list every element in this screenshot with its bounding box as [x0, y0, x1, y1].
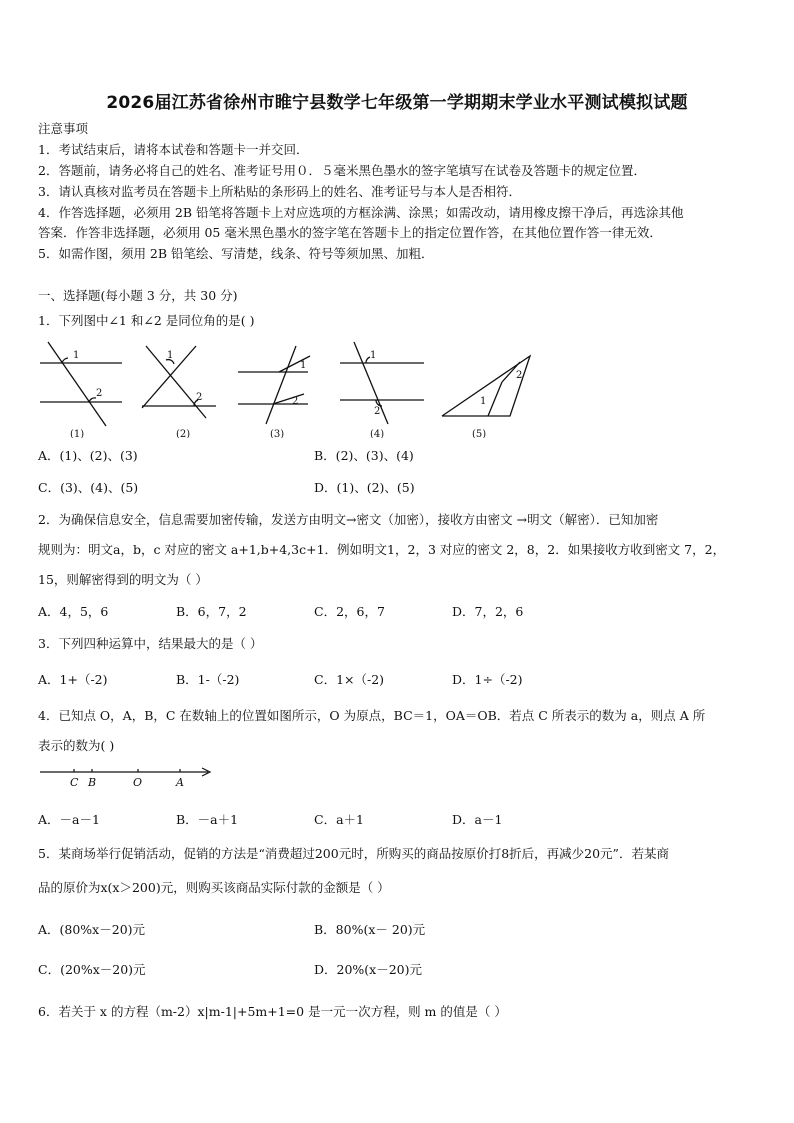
- notes-item: 1．考试结束后，请将本试卷和答题卡一并交回．: [38, 142, 309, 157]
- q1-stem: 1．下列图中∠1 和∠2 是同位角的是( ): [38, 313, 255, 328]
- angle-2-label: 2: [516, 370, 523, 381]
- point-a-label: A: [176, 776, 184, 789]
- q3-stem: 3．下列四种运算中，结果最大的是（ ）: [38, 636, 263, 651]
- fig-label: (5): [472, 429, 487, 438]
- angle-1-label: 1: [370, 350, 377, 361]
- q5-option-b: B．80%(x－ 20)元: [314, 922, 426, 937]
- q5-option-a: A．(80%x－20)元: [38, 922, 146, 937]
- q1-figures: [36, 338, 556, 438]
- q2-option-c: C．2，6，7: [314, 604, 385, 619]
- q2-option-a: A．4，5，6: [38, 604, 109, 619]
- angle-2-label: 2: [292, 396, 299, 407]
- page-title: 2026届江苏省徐州市睢宁县数学七年级第一学期期末学业水平测试模拟试题: [106, 93, 688, 113]
- q1-option-a: A．(1)、(2)、(3): [38, 448, 138, 463]
- q4-option-d: D．a－1: [452, 812, 503, 827]
- q2-line: 2．为确保信息安全，信息需要加密传输，发送方由明文→密文（加密），接收方由密文 →明文（解密）．已知加密: [38, 512, 659, 527]
- q2-option-d: D．7，2，6: [452, 604, 524, 619]
- angle-1-label: 1: [167, 350, 174, 361]
- angle-2-label: 2: [96, 388, 103, 399]
- q2-option-b: B．6，7，2: [176, 604, 247, 619]
- fig-label: (3): [270, 429, 285, 438]
- point-o-label: O: [133, 776, 143, 789]
- q3-option-c: C．1×（-2): [314, 672, 385, 687]
- q4-option-c: C．a＋1: [314, 812, 364, 827]
- q4-line: 4．已知点 O，A，B，C 在数轴上的位置如图所示，O 为原点，BC＝1，OA＝OB．若点 C 所表示的数为 a，则点 A 所: [38, 708, 706, 723]
- notes-item: 3．请认真核对监考员在答题卡上所粘贴的条形码上的姓名、准考证号与本人是否相符．: [38, 184, 521, 199]
- q3-option-b: B．1-（-2): [176, 672, 240, 687]
- q3-option-d: D．1÷（-2): [452, 672, 523, 687]
- q5-line: 5．某商场举行促销活动，促销的方法是“消费超过200元时，所购买的商品按原价打8折后，再减少20元”．若某商: [38, 846, 669, 861]
- point-b-label: B: [88, 776, 97, 789]
- notes-item: 答案．作答非选择题，必须用 05 毫米黑色墨水的签字笔在答题卡上的指定位置作答，在其他位置作答一律无效．: [38, 225, 662, 240]
- q3-option-a: A．1+（-2): [38, 672, 108, 687]
- q4-option-b: B．－a＋1: [176, 812, 239, 827]
- q1-option-d: D．(1)、(2)、(5): [314, 480, 415, 495]
- q5-line: 品的原价为x(x＞200)元，则购买该商品实际付款的金额是（ ）: [38, 880, 390, 895]
- q2-line: 15，则解密得到的明文为（ ）: [38, 572, 208, 587]
- angle-2-label: 2: [196, 392, 203, 403]
- notes-heading: 注意事项: [38, 121, 89, 136]
- q1-option-c: C．(3)、(4)、(5): [38, 480, 139, 495]
- q4-line: 表示的数为( ): [38, 738, 115, 753]
- q2-line: 规则为：明文a，b，c 对应的密文 a+1,b+4,3c+1．例如明文1，2，3 对应的密文 2，8，2．如果接收方收到密文 7，2，: [38, 542, 726, 557]
- q4-number-line: [38, 760, 218, 790]
- notes-item: 5．如需作图，须用 2B 铅笔绘、写清楚，线条、符号等须加黑、加粗．: [38, 246, 434, 261]
- angle-2-label: 2: [374, 406, 381, 417]
- fig-label: (4): [370, 429, 385, 438]
- notes-item: 2．答题前，请务必将自己的姓名、准考证号用０．５毫米黑色墨水的签字笔填写在试卷及答题卡的规定位置．: [38, 163, 646, 178]
- fig-label: (1): [70, 429, 85, 438]
- angle-1-label: 1: [73, 350, 80, 361]
- q1-option-b: B．(2)、(3)、(4): [314, 448, 414, 463]
- q5-option-c: C．(20%x－20)元: [38, 962, 146, 977]
- section-heading: 一、选择题(每小题 3 分，共 30 分): [38, 288, 238, 303]
- notes-item: 4．作答选择题，必须用 2B 铅笔将答题卡上对应选项的方框涂满、涂黑；如需改动，请用橡皮擦干净后，再选涂其他: [38, 205, 684, 220]
- angle-1-label: 1: [300, 360, 307, 371]
- q5-option-d: D．20%(x－20)元: [314, 962, 423, 977]
- q4-option-a: A．－a－1: [38, 812, 100, 827]
- q6-stem: 6．若关于 x 的方程（m-2）x|m-1|+5m+1=0 是一元一次方程，则 m 的值是（ ）: [38, 1004, 507, 1019]
- fig-label: (2): [176, 429, 191, 438]
- angle-1-label: 1: [480, 396, 487, 407]
- point-c-label: C: [70, 776, 79, 789]
